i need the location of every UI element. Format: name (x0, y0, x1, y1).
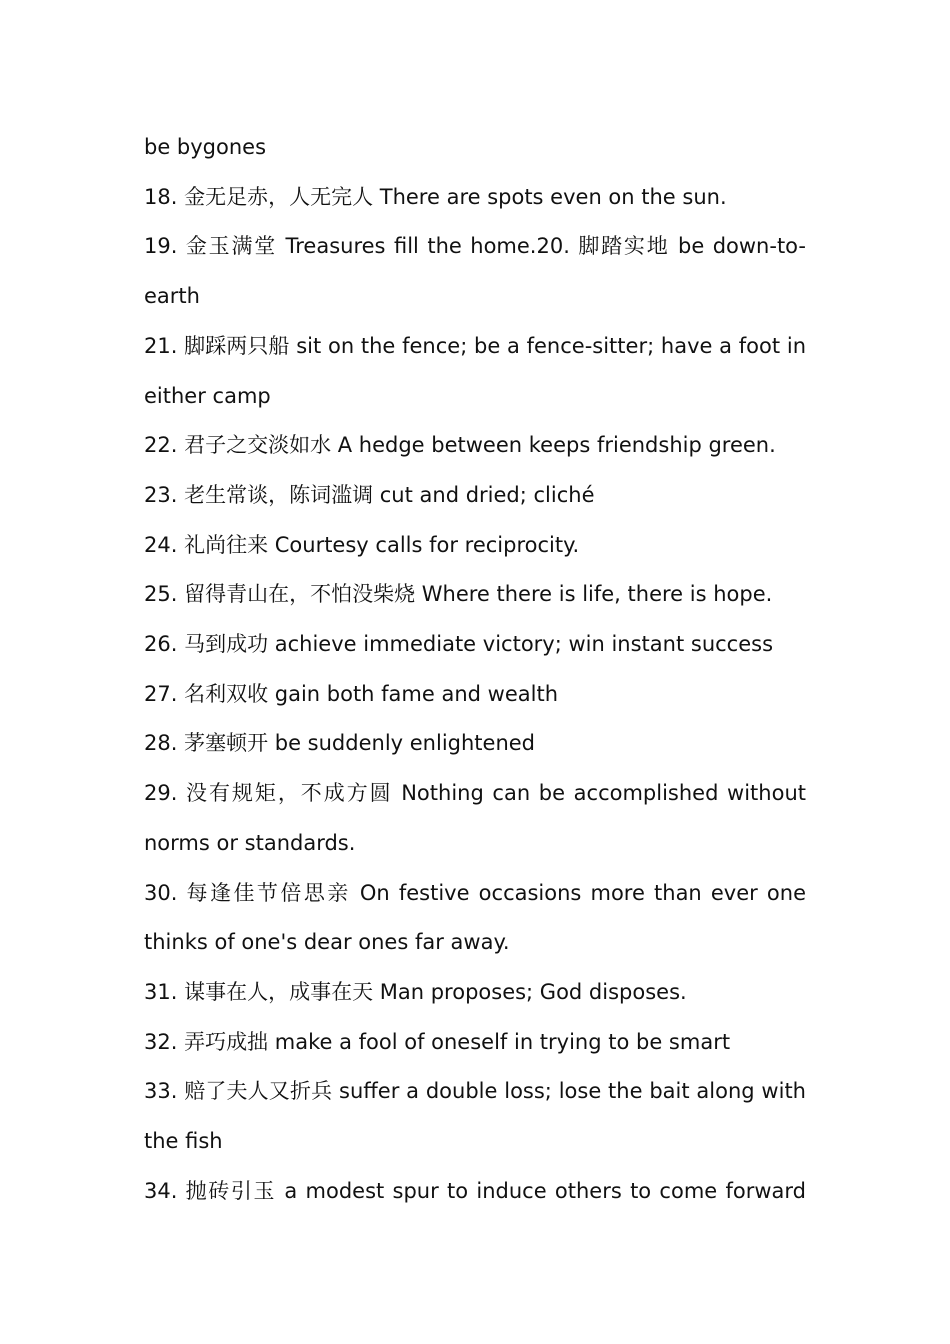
paragraph-item-25: 25. 留得青山在，不怕没柴烧 Where there is life, there is hope. (144, 582, 773, 607)
document-body (144, 123, 806, 1216)
paragraph-item-27: 27. 名利双收 gain both fame and wealth (144, 681, 559, 706)
paragraph-item-34: 34. 抛砖引玉 a modest spur to induce others to come forward (144, 1178, 806, 1203)
paragraph-item-32: 32. 弄巧成拙 make a fool of oneself in trying to be smart (144, 1029, 731, 1054)
paragraph-bygones: be bygones (144, 135, 267, 159)
paragraph-item-23: 23. 老生常谈，陈词滥调 cut and dried; cliché (144, 482, 595, 507)
paragraph-item-26: 26. 马到成功 achieve immediate victory; win instant success (144, 632, 774, 657)
paragraph-item-30: 30. 每逢佳节倍思亲 On festive occasions more than ever one thinks of one's dear ones far away. (144, 880, 806, 955)
paragraph-item-22: 22. 君子之交淡如水 A hedge between keeps friendship green. (144, 433, 776, 458)
paragraph-item-18: 18. 金无足赤，人无完人 There are spots even on the sun. (144, 184, 727, 209)
paragraph-item-29: 29. 没有规矩，不成方圆 Nothing can be accomplished without norms or standards. (144, 781, 806, 855)
paragraph-item-24: 24. 礼尚往来 Courtesy calls for reciprocity. (144, 532, 580, 557)
paragraph-item-31: 31. 谋事在人，成事在天 Man proposes; God disposes. (144, 979, 687, 1004)
paragraph-item-28: 28. 茅塞顿开 be suddenly enlightened (144, 731, 536, 756)
paragraph-item-21: 21. 脚踩两只船 sit on the fence; be a fence-sitter; have a foot in either camp (144, 333, 806, 408)
paragraph-item-33: 33. 赔了夫人又折兵 suffer a double loss; lose the bait along with the fish (144, 1079, 806, 1154)
paragraph-item-19-20: 19. 金玉满堂 Treasures fill the home.20. 脚踏实地 be down-to-earth (144, 234, 806, 309)
